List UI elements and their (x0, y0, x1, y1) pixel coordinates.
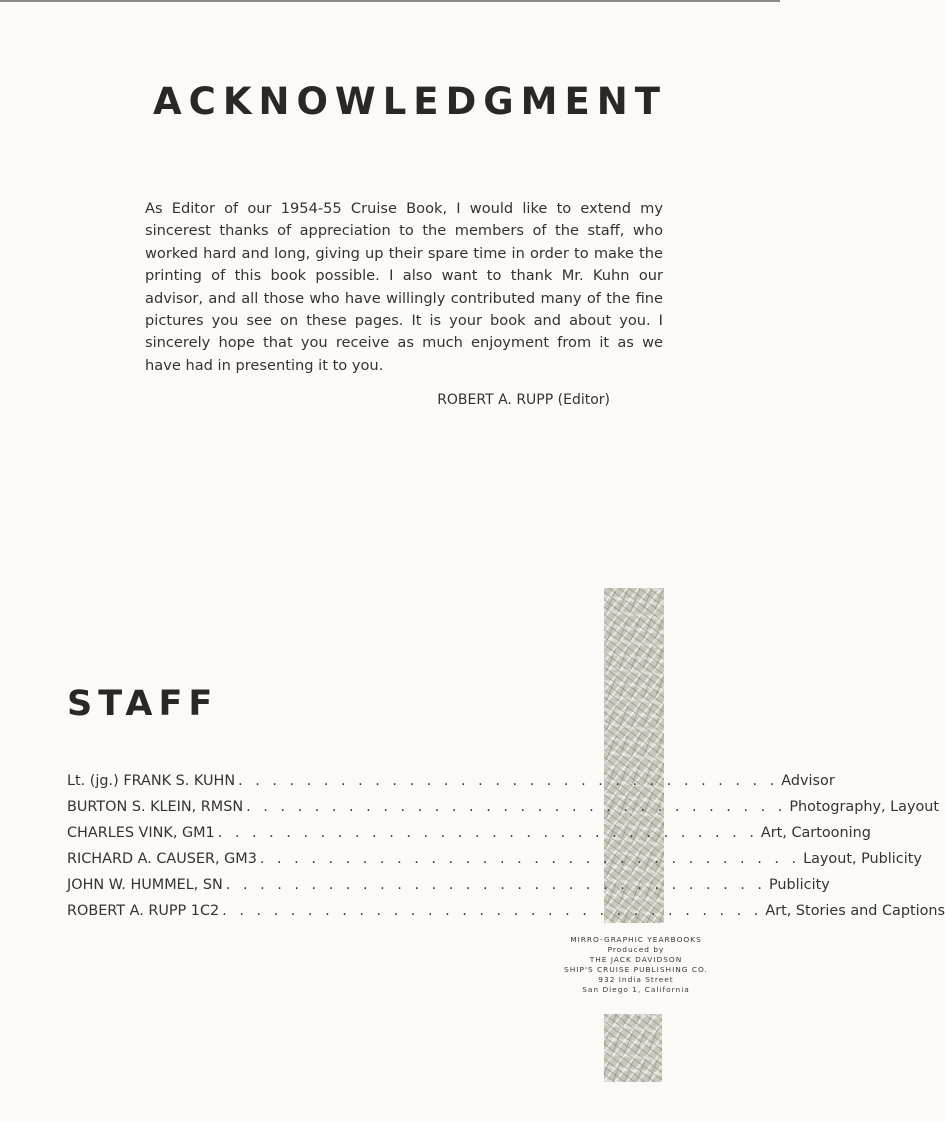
staff-name: CHARLES VINK, GM1 (67, 825, 215, 841)
staff-row (67, 872, 830, 898)
staff-name: Lt. (jg.) FRANK S. KUHN (67, 773, 236, 789)
publisher-line: THE JACK DAVIDSON (589, 955, 683, 964)
publisher-line: SHIP'S CRUISE PUBLISHING CO. (564, 965, 708, 974)
publisher-line: 932 India Street (598, 975, 674, 984)
leader-dots: . . . . . . . . . . . . . . . . . . . . . . . . . . . . . . . . (246, 799, 787, 815)
editor-signature: ROBERT A. RUPP (Editor) (437, 392, 610, 408)
leader-dots: . . . . . . . . . . . . . . . . . . . . . . . . . . . . . . . . (259, 851, 801, 867)
leader-dots: . . . . . . . . . . . . . . . . . . . . . . . . . . . . . . . . (225, 877, 766, 893)
staff-role: Art, Cartooning (760, 825, 871, 841)
acknowledgment-body: As Editor of our 1954-55 Cruise Book, I would like to extend my sincerest thanks of appreciation to the members of the staff, who worked hard and long, giving up their spare time in order to make the printing of this book possible. I also want to thank Mr. Kuhn our advisor, and all those who have willingly contributed many of the fine pictures you see on these pages. It is your book and about you. I sincerely hope that you receive as much enjoyment from it as we have had in presenting it to you. (145, 200, 663, 374)
staff-role: Advisor (781, 773, 835, 789)
staff-list (67, 768, 945, 924)
publisher-line: Produced by (607, 945, 665, 954)
staff-role: Photography, Layout (789, 799, 940, 815)
staff-name: JOHN W. HUMMEL, SN (67, 877, 223, 893)
staff-row (67, 846, 922, 872)
leader-dots: . . . . . . . . . . . . . . . . . . . . . . . . . . . . . . . . (217, 825, 758, 841)
staff-row (67, 898, 945, 924)
staff-role: Publicity (769, 877, 830, 893)
staff-row (67, 794, 940, 820)
publisher-line: MIRRO-GRAPHIC YEARBOOKS (570, 935, 702, 944)
leader-dots: . . . . . . . . . . . . . . . . . . . . . . . . . . . . . . . . (238, 773, 779, 789)
staff-heading: STAFF (67, 684, 219, 724)
leader-dots: . . . . . . . . . . . . . . . . . . . . . . . . . . . . . . . . (222, 903, 763, 919)
staff-name: BURTON S. KLEIN, RMSN (67, 799, 244, 815)
publisher-line: San Diego 1, California (582, 985, 690, 994)
staff-name: ROBERT A. RUPP 1C2 (67, 903, 220, 919)
publisher-imprint (548, 935, 724, 995)
top-border-line (0, 0, 780, 2)
staff-role: Art, Stories and Captions (765, 903, 945, 919)
acknowledgment-heading: ACKNOWLEDGMENT (153, 80, 667, 123)
marble-texture-small-panel (604, 1014, 662, 1082)
staff-name: RICHARD A. CAUSER, GM3 (67, 851, 257, 867)
staff-row (67, 768, 835, 794)
staff-role: Layout, Publicity (803, 851, 922, 867)
staff-row (67, 820, 871, 846)
